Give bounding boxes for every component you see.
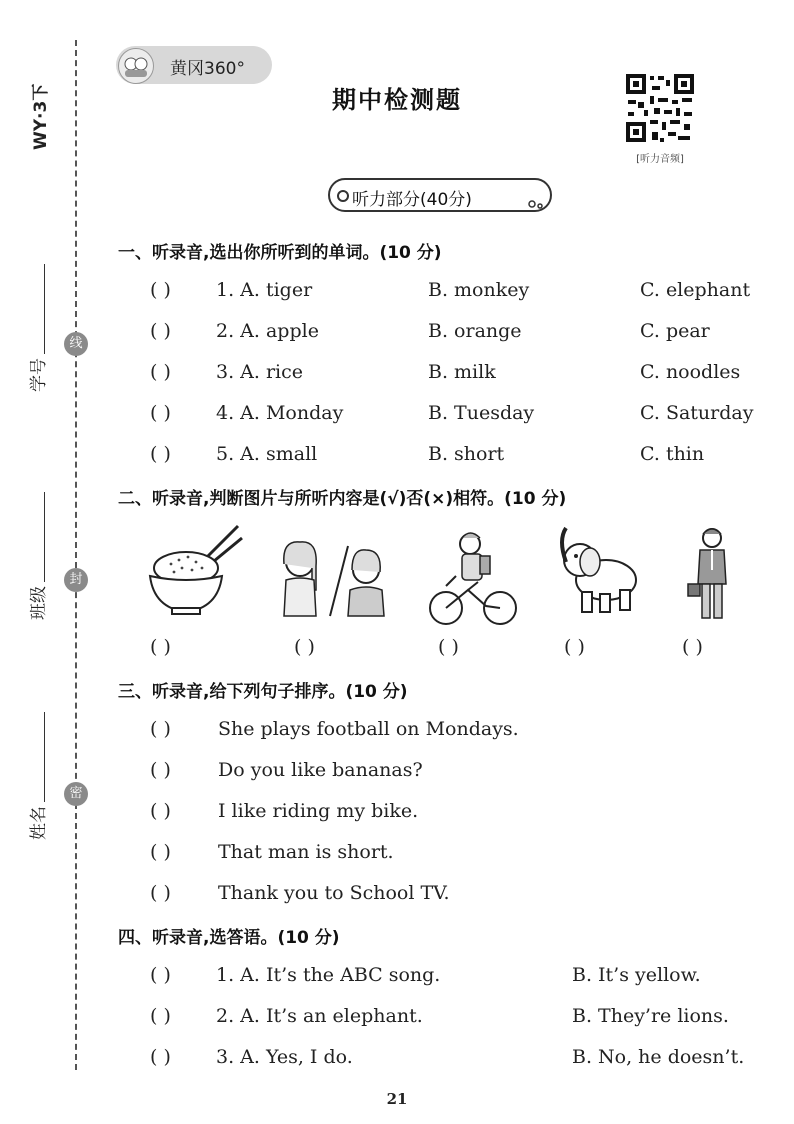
brand-text: 黄冈360° (170, 59, 245, 79)
answer-blank[interactable]: ( ) (150, 443, 171, 465)
seal-seal-badge: 封 (64, 568, 88, 592)
option-c: C. thin (640, 443, 705, 465)
picture-answer-blank[interactable]: ( ) (564, 636, 585, 658)
option-a: 5. A. small (216, 443, 318, 465)
list-item (0, 361, 794, 387)
list-item (0, 402, 794, 428)
student-number-text: 学号 (29, 358, 49, 392)
list-item (0, 443, 794, 469)
answer-blank[interactable]: ( ) (150, 361, 171, 383)
brand-logo-icon (118, 48, 154, 84)
picture-answer-blank[interactable]: ( ) (294, 636, 315, 658)
option-b: B. monkey (428, 279, 530, 301)
answer-blank[interactable]: ( ) (150, 718, 171, 740)
page-title: 期中检测题 (332, 86, 462, 114)
listening-part-banner (328, 178, 552, 212)
option-b: B. Tuesday (428, 402, 535, 424)
qr-caption: [听力音频] (636, 154, 684, 165)
answer-blank[interactable]: ( ) (150, 841, 171, 863)
picture-answer-blank[interactable]: ( ) (682, 636, 703, 658)
picture-answer-blank[interactable]: ( ) (438, 636, 459, 658)
list-item (0, 759, 794, 785)
sentence: She plays football on Mondays. (218, 718, 519, 740)
boy-on-bike-picture (426, 520, 522, 630)
option-b: B. It’s yellow. (572, 964, 701, 986)
option-b: B. No, he doesn’t. (572, 1046, 745, 1068)
list-item (0, 841, 794, 867)
dots-icon (528, 198, 544, 210)
sentence: Thank you to School TV. (218, 882, 450, 904)
answer-blank[interactable]: ( ) (150, 1046, 171, 1068)
class-text: 班级 (29, 586, 49, 620)
section3-heading: 三、听录音,给下列句子排序。(10 分) (118, 682, 408, 702)
list-item (0, 1046, 794, 1072)
answer-blank[interactable]: ( ) (150, 402, 171, 424)
sentence: I like riding my bike. (218, 800, 419, 822)
series-code: WY·3下 (31, 83, 51, 150)
list-item (0, 718, 794, 744)
answer-blank[interactable]: ( ) (150, 800, 171, 822)
class-label (24, 492, 49, 620)
name-text: 姓名 (29, 806, 49, 840)
option-c: C. pear (640, 320, 710, 342)
option-c: C. noodles (640, 361, 741, 383)
option-a: 2. A. It’s an elephant. (216, 1005, 423, 1027)
rice-bowl-picture (146, 520, 246, 620)
answer-blank[interactable]: ( ) (150, 882, 171, 904)
list-item (0, 964, 794, 990)
option-b: B. They’re lions. (572, 1005, 729, 1027)
option-a: 1. A. It’s the ABC song. (216, 964, 441, 986)
class-blank (34, 492, 45, 582)
section1-heading: 一、听录音,选出你所听到的单词。(10 分) (118, 243, 442, 263)
option-a: 3. A. rice (216, 361, 304, 383)
answer-blank[interactable]: ( ) (150, 964, 171, 986)
binding-dashed-line (75, 40, 77, 1070)
option-a: 4. A. Monday (216, 402, 344, 424)
answer-blank[interactable]: ( ) (150, 759, 171, 781)
option-c: C. elephant (640, 279, 751, 301)
list-item (0, 279, 794, 305)
brand-badge (116, 46, 272, 84)
circle-icon (336, 189, 350, 203)
section2-heading: 二、听录音,判断图片与所听内容是(√)否(×)相符。(10 分) (118, 489, 567, 509)
two-girls-picture (272, 520, 392, 620)
section4-heading: 四、听录音,选答语。(10 分) (118, 928, 340, 948)
page-number: 21 (386, 1090, 408, 1108)
man-picture (686, 520, 736, 630)
option-b: B. milk (428, 361, 496, 383)
list-item (0, 800, 794, 826)
list-item (0, 882, 794, 908)
qr-code-icon[interactable] (624, 72, 696, 144)
seal-line-badge: 线 (64, 332, 88, 356)
picture-answer-blank[interactable]: ( ) (150, 636, 171, 658)
option-a: 3. A. Yes, I do. (216, 1046, 353, 1068)
option-a: 1. A. tiger (216, 279, 313, 301)
list-item (0, 320, 794, 346)
sentence: Do you like bananas? (218, 759, 423, 781)
option-a: 2. A. apple (216, 320, 319, 342)
option-c: C. Saturday (640, 402, 754, 424)
option-b: B. orange (428, 320, 522, 342)
answer-blank[interactable]: ( ) (150, 320, 171, 342)
answer-blank[interactable]: ( ) (150, 279, 171, 301)
sentence: That man is short. (218, 841, 394, 863)
seal-secret-badge: 密 (64, 782, 88, 806)
list-item (0, 1005, 794, 1031)
answer-blank[interactable]: ( ) (150, 1005, 171, 1027)
listening-part-label: 听力部分(40分) (352, 190, 472, 210)
option-b: B. short (428, 443, 505, 465)
elephant-picture (556, 520, 642, 620)
